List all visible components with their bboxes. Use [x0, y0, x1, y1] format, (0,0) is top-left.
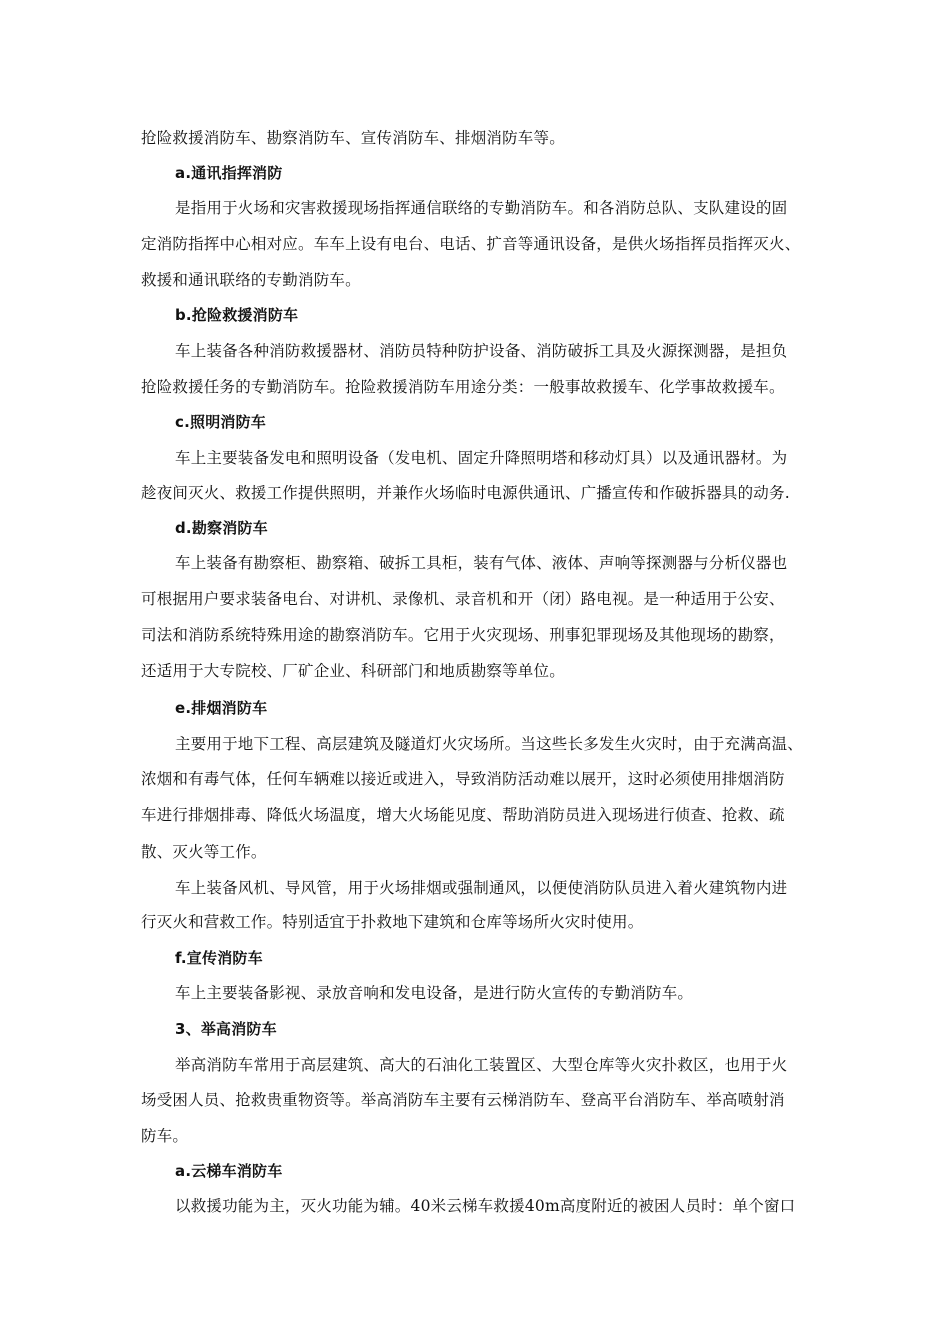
- paragraph-line: 车上装备风机、导风管，用于火场排烟或强制通风，以便使消防队员进入着火建筑物内进: [175, 879, 788, 897]
- paragraph-line: 以救援功能为主，灭火功能为辅。40米云梯车救援40m高度附近的被困人员时：单个窗口: [175, 1197, 796, 1215]
- paragraph-line: 是指用于火场和灾害救援现场指挥通信联络的专勤消防车。和各消防总队、支队建设的固: [175, 199, 788, 217]
- paragraph-line: 防车。: [141, 1127, 189, 1145]
- section-heading-e: e.排烟消防车: [175, 699, 268, 717]
- paragraph-line: 行灭火和营救工作。特别适宜于扑救地下建筑和仓库等场所火灾时使用。: [141, 913, 644, 931]
- paragraph-line: 主要用于地下工程、高层建筑及隧道灯火灾场所。当这些长多发生火灾时，由于充满高温、: [175, 735, 804, 753]
- paragraph-line: 抢险救援消防车、勘察消防车、宣传消防车、排烟消防车等。: [141, 129, 565, 147]
- section-heading-a: a.通讯指挥消防: [175, 164, 283, 182]
- paragraph-line: 司法和消防系统特殊用途的勘察消防车。它用于火灾现场、刑事犯罪现场及其他现场的勘察，: [141, 626, 785, 644]
- paragraph-line: 定消防指挥中心相对应。车车上设有电台、电话、扩音等通讯设备，是供火场指挥员指挥灭火、: [141, 235, 801, 253]
- paragraph-line: 车进行排烟排毒、降低火场温度，增大火场能见度、帮助消防员进入现场进行侦查、抢救、疏: [141, 806, 785, 824]
- section-heading-c: c.照明消防车: [175, 413, 266, 431]
- paragraph-line: 救援和通讯联络的专勤消防车。: [141, 271, 361, 289]
- section-heading-b: b.抢险救援消防车: [175, 306, 299, 324]
- paragraph-line: 车上主要装备发电和照明设备（发电机、固定升降照明塔和移动灯具）以及通讯器材。为: [175, 449, 788, 467]
- paragraph-line: 趁夜间灭火、救援工作提供照明，并兼作火场临时电源供通讯、广播宣传和作破拆器具的动务.: [141, 484, 790, 502]
- paragraph-line: 举高消防车常用于高层建筑、高大的石油化工装置区、大型仓库等火灾扑救区，也用于火: [175, 1056, 788, 1074]
- paragraph-line: 浓烟和有毒气体，任何车辆难以接近或进入，导致消防活动难以展开，这时必须使用排烟消防: [141, 770, 785, 788]
- paragraph-line: 场受困人员、抢救贵重物资等。举高消防车主要有云梯消防车、登高平台消防车、举高喷射消: [141, 1091, 785, 1109]
- section-heading-d: d.勘察消防车: [175, 519, 268, 537]
- section-heading-a2: a.云梯车消防车: [175, 1162, 283, 1180]
- paragraph-line: 车上主要装备影视、录放音响和发电设备，是进行防火宣传的专勤消防车。: [175, 984, 694, 1002]
- section-heading-f: f.宣传消防车: [175, 949, 263, 967]
- section-heading-3: 3、举高消防车: [175, 1020, 277, 1038]
- paragraph-line: 散、灭火等工作。: [141, 843, 267, 861]
- paragraph-line: 可根据用户要求装备电台、对讲机、录像机、录音机和开（闭）路电视。是一种适用于公安、: [141, 590, 785, 608]
- paragraph-line: 车上装备有勘察柜、勘察箱、破拆工具柜，装有气体、液体、声响等探测器与分析仪器也: [175, 554, 788, 572]
- paragraph-line: 还适用于大专院校、厂矿企业、科研部门和地质勘察等单位。: [141, 662, 565, 680]
- paragraph-line: 抢险救援任务的专勤消防车。抢险救援消防车用途分类：一般事故救援车、化学事故救援车。: [141, 378, 785, 396]
- paragraph-line: 车上装备各种消防救援器材、消防员特种防护设备、消防破拆工具及火源探测器，是担负: [175, 342, 788, 360]
